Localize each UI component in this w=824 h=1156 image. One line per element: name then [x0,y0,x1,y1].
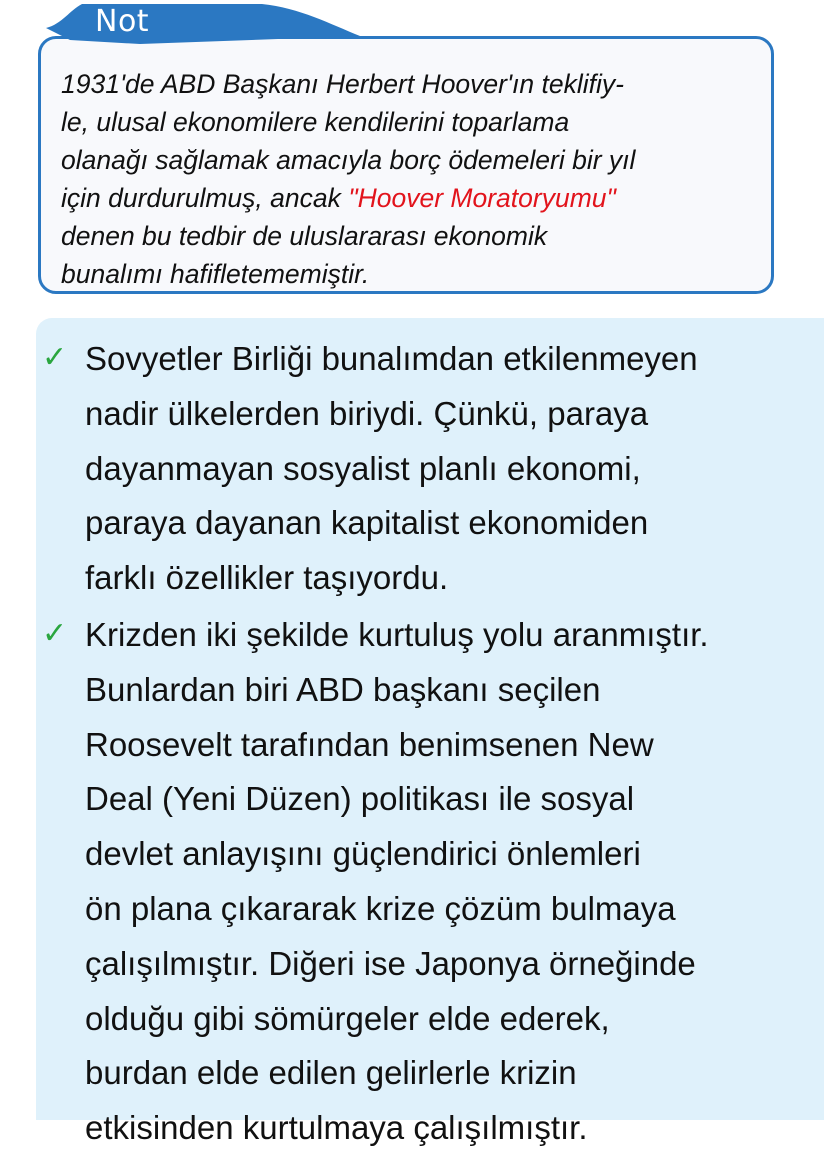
bullet-line: burdan elde edilen gelirlerle krizin [85,1054,577,1092]
bullet-line: paraya dayanan kapitalist ekonomiden [85,504,649,542]
check-icon: ✓ [42,340,68,375]
bullet-line: Krizden iki şekilde kurtuluş yolu aranmıştır. [85,616,709,653]
note-highlight: "Hoover Moratoryumu" [348,183,616,213]
bullet-line: Sovyetler Birliği bunalımdan etkilenmeyen [85,340,698,377]
bullet-text [85,332,698,606]
bullet-line: dayanmayan sosyalist planlı ekonomi, [85,449,641,487]
bullet-text [85,608,709,1156]
note-line-part: için durdurulmuş, ancak [61,183,349,213]
bullet-line: ön plana çıkararak krize çözüm bulmaya [85,889,676,927]
bullet-line: devlet anlayışını güçlendirici önlemleri [85,835,641,873]
note-line: olanağı sağlamak amacıyla borç ödemeleri bir yıl [61,145,636,175]
note-line: 1931'de ABD Başkanı Herbert Hoover'ın teklifiy- [61,69,624,99]
note-section [0,0,824,310]
note-line: denen bu tedbir de uluslararası ekonomik [61,221,548,251]
content-panel [36,318,824,1147]
bullet-line: farklı özellikler taşıyordu. [85,559,449,597]
note-line: bunalımı hafifletememiştir. [61,259,370,289]
bullet-line: çalışılmıştır. Diğeri ise Japonya örneğinde [85,944,696,982]
bullet-line: olduğu gibi sömürgeler elde ederek, [85,999,610,1037]
note-text [61,65,771,293]
note-box [38,36,774,294]
bullet-line: Roosevelt tarafından benimsenen New [85,725,654,763]
note-line: le, ulusal ekonomilere kendilerini toparlama [61,107,570,137]
bullet-line: Deal (Yeni Düzen) politikası ile sosyal [85,780,635,818]
note-tab [0,0,420,58]
note-line [61,179,771,217]
note-tab-shape [0,0,420,58]
bullet-line: etkisinden kurtulmaya çalışılmıştır. [85,1109,588,1147]
bullet-line: Bunlardan biri ABD başkanı seçilen [85,670,601,708]
note-label: Not [95,4,150,39]
check-icon: ✓ [42,616,68,651]
bullet-line: nadir ülkelerden biriydi. Çünkü, paraya [85,394,649,432]
